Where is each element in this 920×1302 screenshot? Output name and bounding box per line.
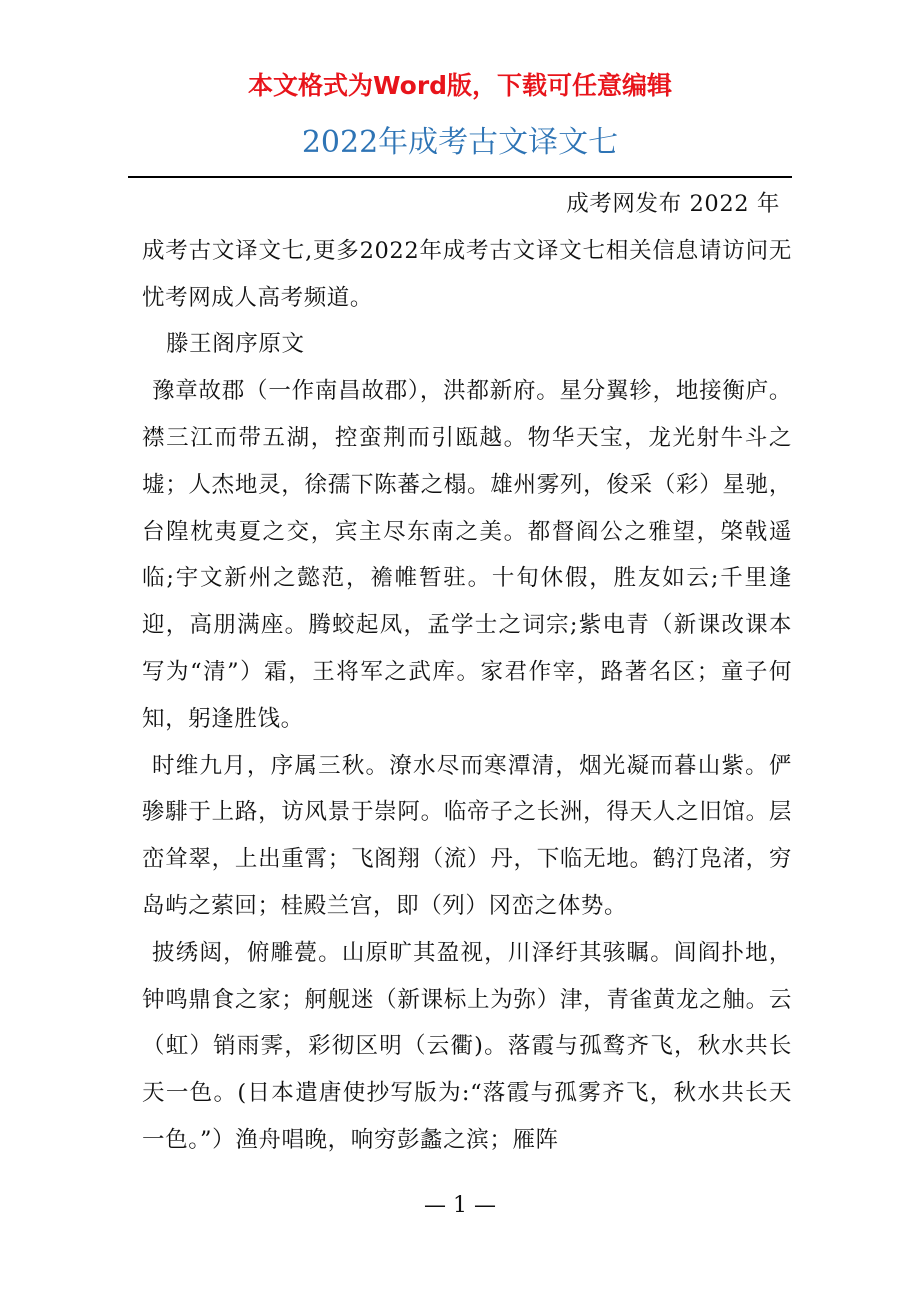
page-number: — 1 — — [424, 1193, 496, 1218]
title-divider — [128, 176, 792, 178]
document-body — [142, 181, 792, 1164]
intro-paragraph: 成考古文译文七,更多2022年成考古文译文七相关信息请访问无忧考网成人高考频道。 — [142, 237, 792, 311]
body-paragraph: 豫章故郡（一作南昌故郡），洪都新府。星分翼轸，地接衡庐。襟三江而带五湖，控蛮荆而引瓯越。物华天宝，龙光射牛斗之墟；人杰地灵，徐孺下陈蕃之榻。雄州雾列，俊采（彩）星驰，台隍枕夷夏之交，宾主尽东南之美。都督阎公之雅望，棨戟遥临;宇文新州之懿范，襜帷暂驻。十旬休假，胜友如云;千里逢迎，高朋满座。腾蛟起凤，孟学士之词宗;紫电青（新课改课本写为“清”）霜，王将军之武库。家君作宰，路著名区；童子何知，躬逢胜饯。 — [142, 378, 792, 732]
section-heading: 滕王阁序原文 — [166, 331, 305, 358]
body-paragraph: 时维九月，序属三秋。潦水尽而寒潭清，烟光凝而暮山紫。俨骖騑于上路，访风景于崇阿。临帝子之长洲，得天人之旧馆。层峦耸翠，上出重霄；飞阁翔（流）丹，下临无地。鹤汀凫渚，穷岛屿之萦回；桂殿兰宫，即（列）冈峦之体势。 — [142, 752, 792, 919]
format-notice-banner: 本文格式为Word版，下载可任意编辑 — [247, 71, 673, 100]
source-line: 成考网发布 2022 年 — [566, 191, 780, 217]
document-title: 2022年成考古文译文七 — [301, 125, 619, 160]
body-paragraph: 披绣闼，俯雕甍。山原旷其盈视，川泽纡其骇瞩。闾阎扑地，钟鸣鼎食之家；舸舰迷（新课标上为弥）津，青雀黄龙之舳。云（虹）销雨霁，彩彻区明（云衢)。落霞与孤鹜齐飞，秋水共长天一色。(日本遣唐使抄写版为:“落霞与孤雾齐飞，秋水共长天一色。”）渔舟唱晚，响穷彭蠡之滨；雁阵 — [142, 939, 792, 1153]
